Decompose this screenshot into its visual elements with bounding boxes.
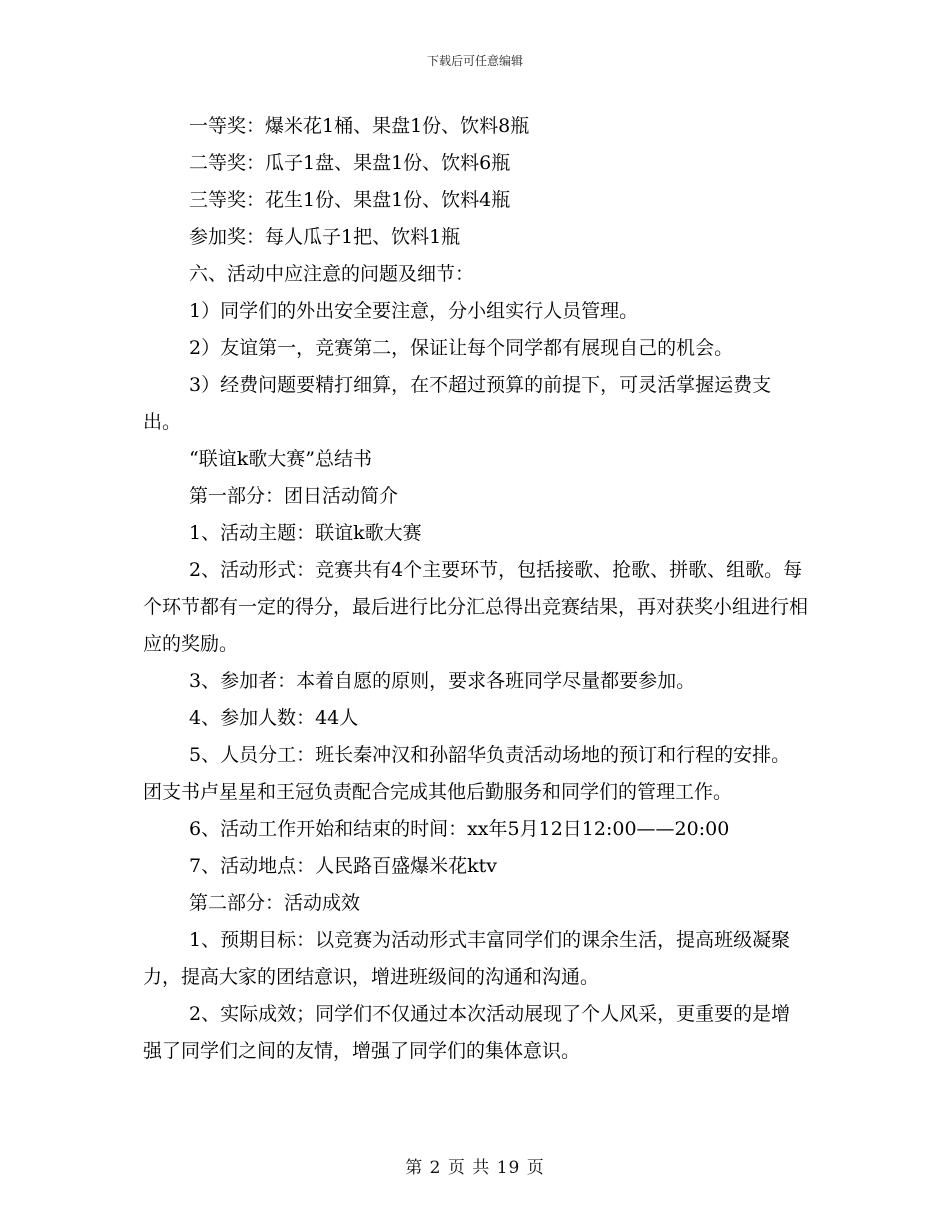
paragraph-format: 2、活动形式：竞赛共有4个主要环节，包括接歌、抢歌、拼歌、组歌。每个环节都有一定的得分，最后进行比分汇总得出竞赛结果，再对获奖小组进行相应的奖励。: [143, 559, 809, 655]
part-two-heading: 第二部分：活动成效: [189, 892, 361, 914]
paragraph-location: 7、活动地点：人民路百盛爆米花ktv: [189, 855, 497, 877]
paragraph-expected-goal: 1、预期目标：以竞赛为活动形式丰富同学们的课余生活，提高班级凝聚力，提高大家的团结意识，增进班级间的沟通和沟通。: [143, 929, 791, 988]
paragraph-participants: 3、参加者：本着自愿的原则，要求各班同学尽量都要参加。: [189, 670, 696, 692]
paragraph-participant-count: 4、参加人数：44人: [189, 707, 359, 729]
paragraph-note-3: 3）经费问题要精打细算，在不超过预算的前提下，可灵活掌握运费支出。: [143, 374, 772, 433]
section-heading-notes: 六、活动中应注意的问题及细节：: [189, 263, 475, 285]
part-one-heading: 第一部分：团日活动简介: [189, 485, 399, 507]
summary-title: “联谊k歌大赛”总结书: [189, 448, 372, 470]
document-body: [143, 108, 809, 1070]
paragraph-time: 6、活动工作开始和结束的时间：xx年5月12日12:00——20:00: [189, 818, 730, 840]
paragraph-division-of-labor: 5、人员分工：班长秦冲汉和孙韶华负责活动场地的预订和行程的安排。团支书卢星星和王冠负责配合完成其他后勤服务和同学们的管理工作。: [143, 744, 791, 803]
paragraph-note-2: 2）友谊第一，竞赛第二，保证让每个同学都有展现自己的机会。: [189, 337, 734, 359]
paragraph-note-1: 1）同学们的外出安全要注意，分小组实行人员管理。: [189, 300, 639, 322]
paragraph-prize-second: 二等奖：瓜子1盘、果盘1份、饮料6瓶: [189, 152, 511, 174]
paragraph-prize-first: 一等奖：爆米花1桶、果盘1份、饮料8瓶: [189, 115, 530, 137]
page-number: 第 2 页 共 19 页: [405, 1158, 545, 1178]
paragraph-theme: 1、活动主题：联谊k歌大赛: [189, 522, 422, 544]
page-header: 下载后可任意编辑: [426, 54, 523, 68]
paragraph-prize-third: 三等奖：花生1份、果盘1份、饮料4瓶: [189, 189, 511, 211]
paragraph-actual-result: 2、实际成效；同学们不仅通过本次活动展现了个人风采，更重要的是增强了同学们之间的友情，增强了同学们的集体意识。: [143, 1003, 791, 1062]
paragraph-prize-participation: 参加奖：每人瓜子1把、饮料1瓶: [189, 226, 461, 248]
